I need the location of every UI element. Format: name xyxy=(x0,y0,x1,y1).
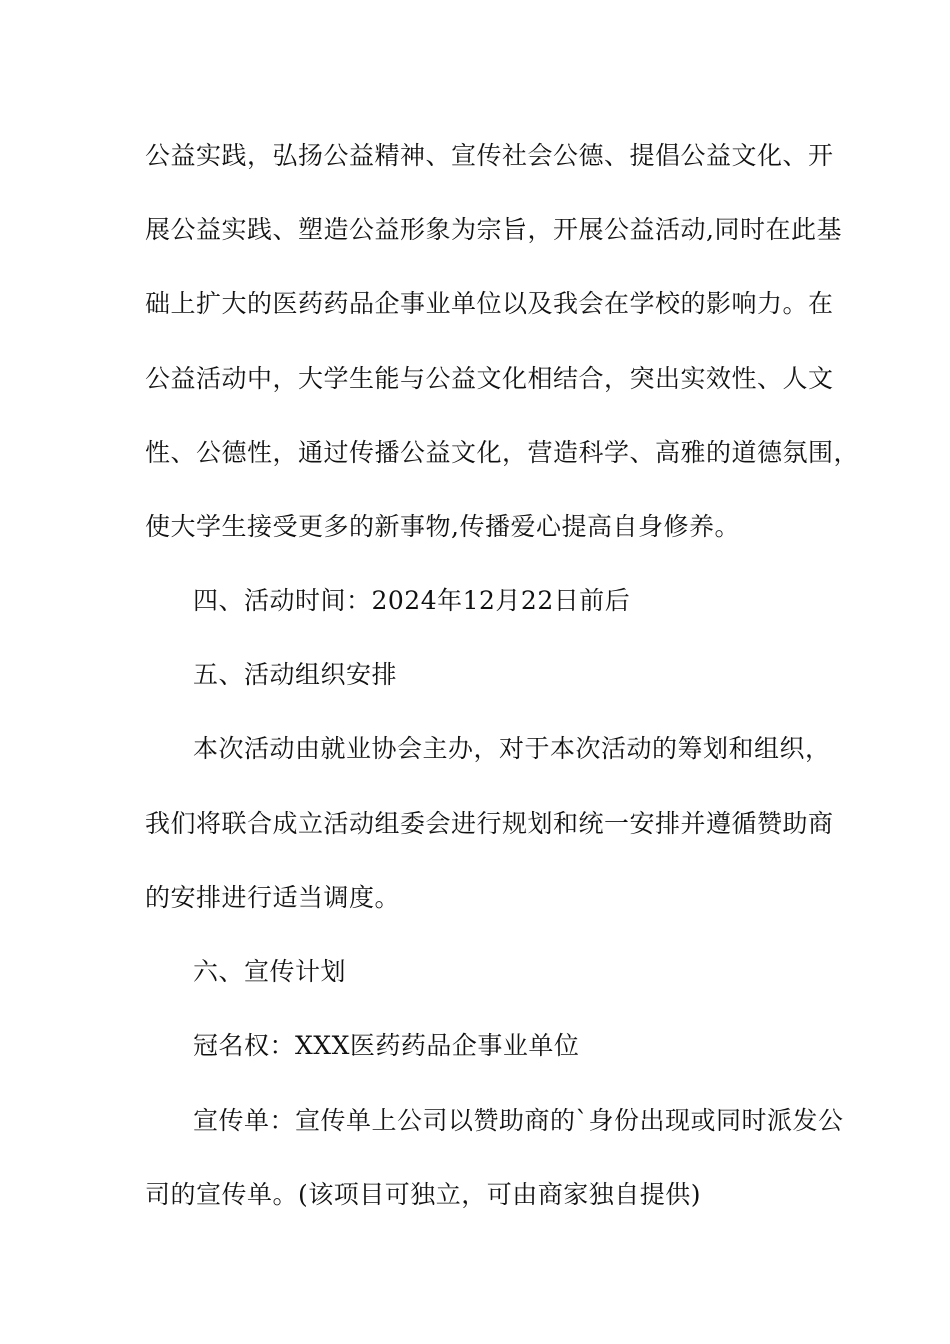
paragraph-organization-line-3: 的安排进行适当调度。 xyxy=(145,883,401,912)
paragraph-purpose-line-6: 使大学生接受更多的新事物,传播爱心提高自身修养。 xyxy=(145,512,740,541)
paragraph-organization-line-1: 本次活动由就业协会主办，对于本次活动的筹划和组织， xyxy=(193,734,831,763)
paragraph-purpose-line-2: 展公益实践、塑造公益形象为宗旨，开展公益活动,同时在此基 xyxy=(145,215,842,244)
paragraph-flyer-line-1: 宣传单：宣传单上公司以赞助商的`身份出现或同时派发公 xyxy=(193,1106,844,1135)
paragraph-purpose-line-5: 性、公德性，通过传播公益文化，营造科学、高雅的道德氛围， xyxy=(145,438,860,467)
paragraph-organization-line-2: 我们将联合成立活动组委会进行规划和统一安排并遵循赞助商 xyxy=(145,809,834,838)
paragraph-naming-rights: 冠名权：XXX医药药品企事业单位 xyxy=(193,1031,580,1060)
section-heading-organization: 五、活动组织安排 xyxy=(193,660,398,689)
paragraph-purpose-line-1: 公益实践，弘扬公益精神、宣传社会公德、提倡公益文化、开 xyxy=(145,141,834,170)
paragraph-purpose-line-3: 础上扩大的医药药品企事业单位以及我会在学校的影响力。在 xyxy=(145,289,834,318)
paragraph-purpose-line-4: 公益活动中，大学生能与公益文化相结合，突出实效性、人文 xyxy=(145,364,834,393)
paragraph-flyer-line-2: 司的宣传单。(该项目可独立，可由商家独自提供) xyxy=(145,1180,702,1209)
section-heading-activity-time: 四、活动时间：2024年12月22日前后 xyxy=(193,586,631,615)
section-heading-promotion-plan: 六、宣传计划 xyxy=(193,957,347,986)
